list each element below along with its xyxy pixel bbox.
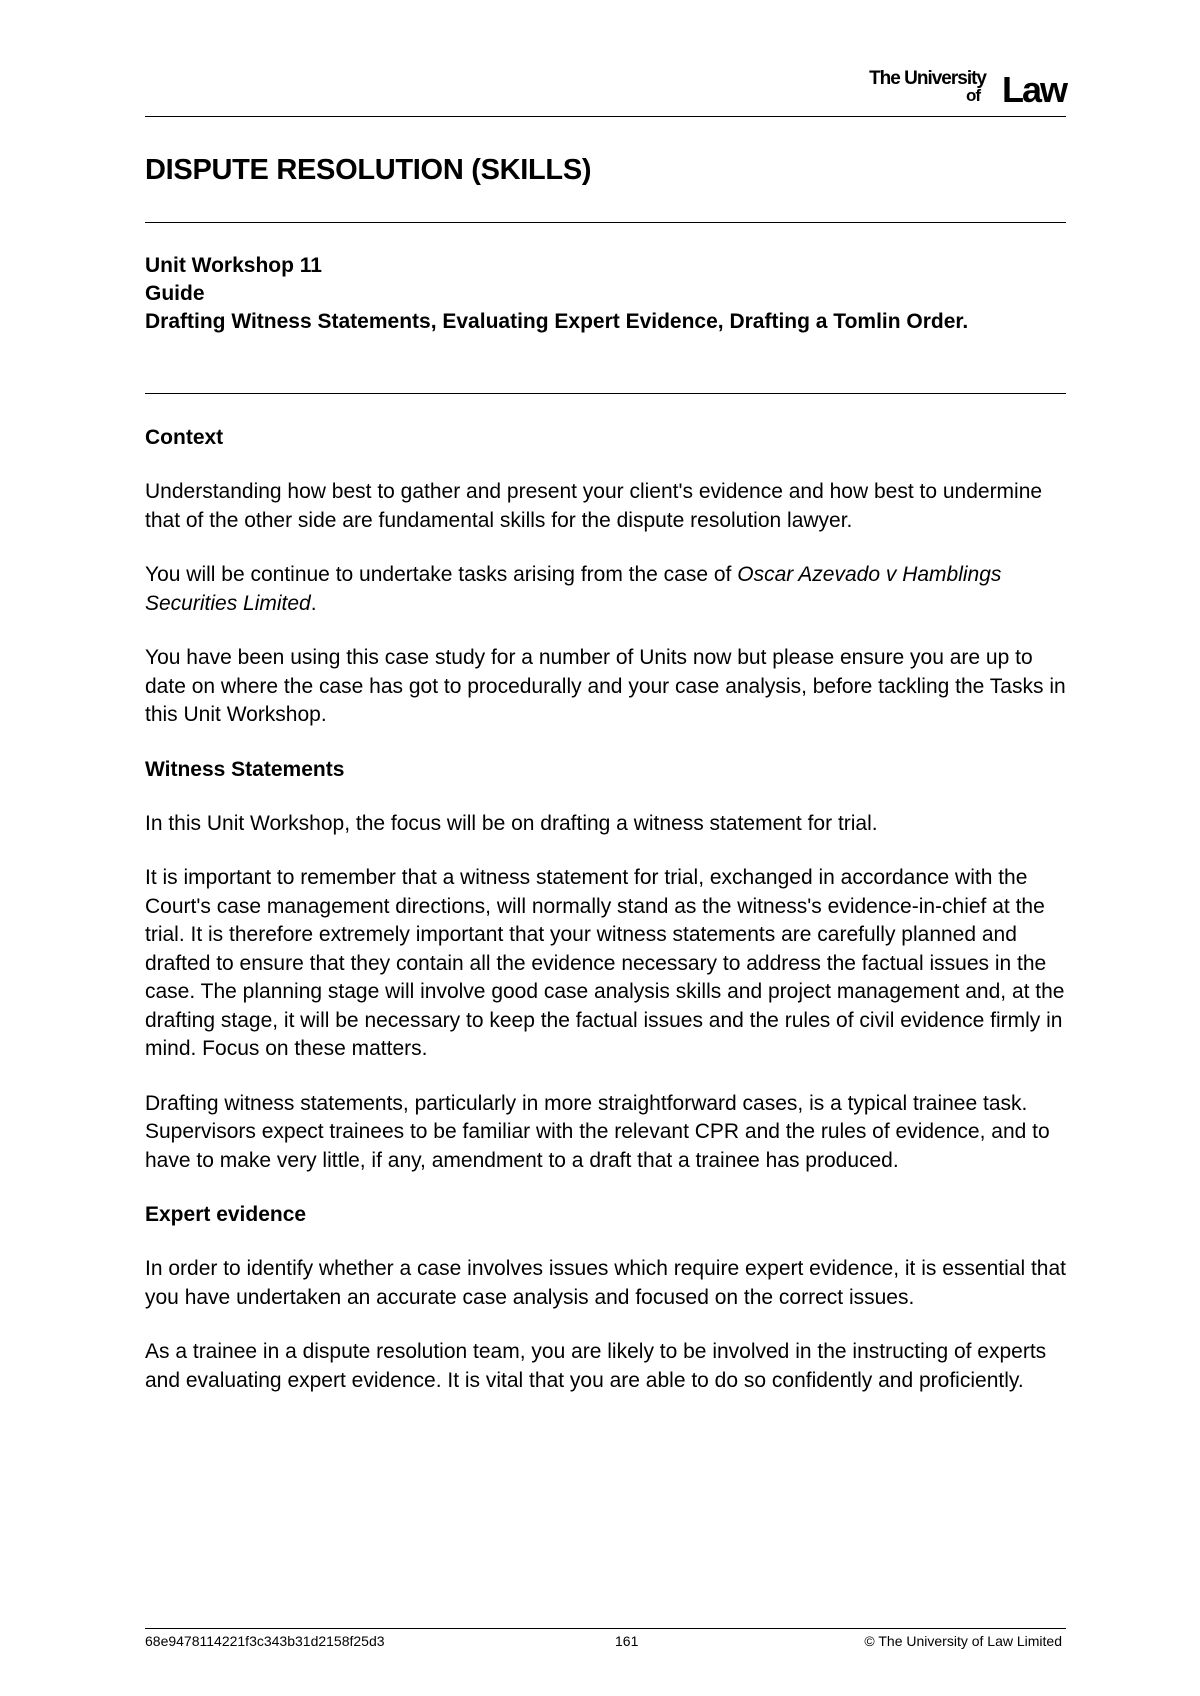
logo-text-university: The University [869, 68, 986, 89]
context-paragraph-1: Understanding how best to gather and present your client's evidence and how best to undermine that of the other side are fundamental skills for the dispute resolution lawyer. [145, 480, 1043, 532]
witness-paragraph-2: It is important to remember that a witness statement for trial, exchanged in accordance with the Court's case management directions, will normally stand as the witness's evidence-in-chief at the trial. It is therefore extremely important that your witness statements are carefully planned and drafted to ensure that they contain all the evidence necessary to address the factual issues in the case. The planning stage will involve good case analysis skills and project management and, at the drafting stage, it will be necessary to keep the factual issues and the rules of civil evidence firmly in mind. Focus on these matters. [145, 866, 1065, 1060]
guide-label: Guide [145, 282, 205, 305]
page-number: 161 [615, 1633, 639, 1649]
context-paragraph-2-end: . [310, 591, 317, 615]
header-divider [145, 116, 1066, 117]
document-id: 68e9478114221f3c343b31d2158f25d3 [145, 1633, 385, 1649]
unit-workshop-label: Unit Workshop 11 [145, 254, 322, 277]
case-name: Oscar Azevado v Hamblings Securities Limited [145, 563, 1002, 615]
witness-statements-heading: Witness Statements [145, 757, 345, 781]
title-divider [145, 222, 1066, 223]
heading-divider [145, 393, 1066, 394]
page-title: DISPUTE RESOLUTION (SKILLS) [145, 154, 592, 186]
context-paragraph-2 [145, 561, 1066, 618]
expert-evidence-heading: Expert evidence [145, 1203, 307, 1226]
context-paragraph-2-text: You will be continue to undertake tasks arising from the case of [145, 563, 738, 586]
unit-heading-block [145, 252, 1066, 336]
university-of-law-logo [856, 68, 1066, 112]
expert-paragraph-1: In order to identify whether a case involves issues which require expert evidence, it is essential that you have undertaken an accurate case analysis and focused on the correct issues. [145, 1257, 1066, 1309]
context-paragraph-3: You have been using this case study for a number of Units now but please ensure you are up to date on where the case has got to procedurally and your case analysis, before tackling the Tasks in this Unit Workshop. [145, 646, 1066, 726]
unit-subtitle: Drafting Witness Statements, Evaluating Expert Evidence, Drafting a Tomlin Order. [145, 310, 969, 333]
logo-text-law: Law [1001, 69, 1066, 110]
document-body [145, 424, 1066, 1421]
footer-divider [145, 1628, 1066, 1629]
expert-paragraph-2: As a trainee in a dispute resolution team, you are likely to be involved in the instructing of experts and evaluating expert evidence. It is vital that you are able to do so confidently and proficiently. [145, 1340, 1047, 1392]
copyright-notice: © The University of Law Limited [864, 1633, 1062, 1649]
witness-paragraph-1: In this Unit Workshop, the focus will be on drafting a witness statement for trial. [145, 811, 878, 835]
context-heading: Context [145, 426, 224, 449]
logo-text-of: of [965, 86, 980, 105]
witness-paragraph-3: Drafting witness statements, particularly in more straightforward cases, is a typical trainee task. Supervisors expect trainees to be familiar with the relevant CPR and the rules of evidence, and to have to make very little, if any, amendment to a draft that a trainee has produced. [145, 1091, 1050, 1172]
